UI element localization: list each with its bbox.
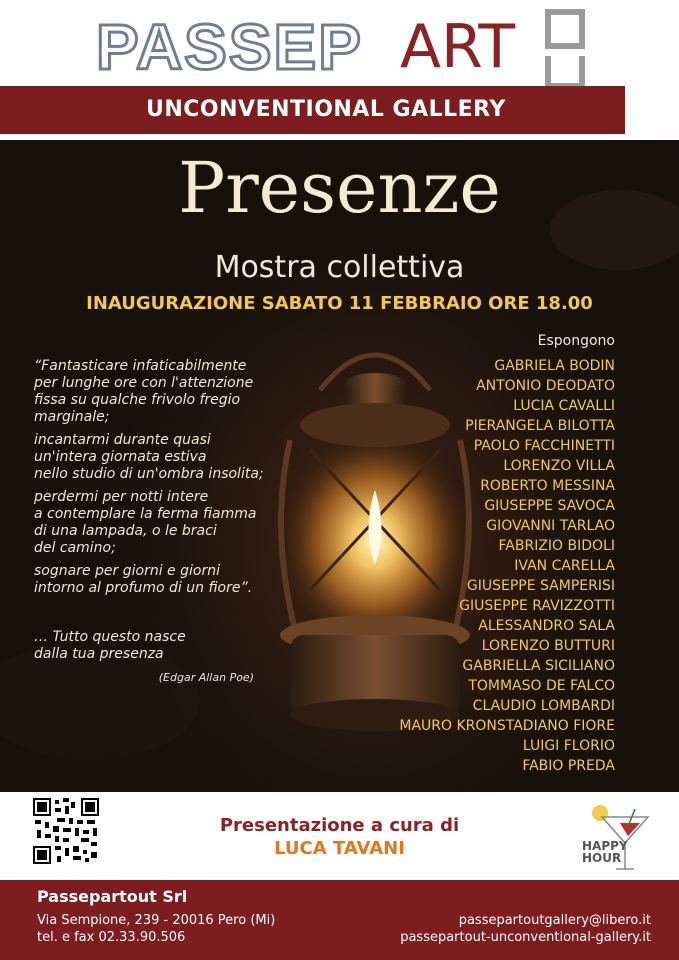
artist-name: GIUSEPPE SAVOCA: [484, 498, 615, 514]
phone-line: tel. e fax 02.33.90.506: [37, 930, 186, 945]
artist-name: LORENZO BUTTURI: [481, 638, 615, 654]
address-line: Via Sempione, 239 - 20016 Pero (Mi): [37, 913, 276, 928]
artist-name: FABIO PREDA: [522, 758, 615, 774]
quote-author: (Edgar Allan Poe): [158, 671, 254, 684]
poe-quote: [34, 358, 274, 692]
artists-list: [399, 333, 615, 776]
artist-name: LORENZO VILLA: [503, 458, 615, 474]
happy-hour-label: [582, 840, 628, 864]
artist-name: GIUSEPPE RAVIZZOTTI: [459, 598, 615, 614]
presentation-label: Presentazione a cura di: [219, 815, 460, 836]
artist-name: ALESSANDRO SALA: [478, 618, 615, 634]
artist-name: FABRIZIO BIDOLI: [498, 538, 615, 554]
presenter-name: LUCA TAVANI: [274, 838, 405, 859]
artist-name: GIUSEPPE SAMPERISI: [466, 578, 615, 594]
artist-name: IVAN CARELLA: [514, 558, 615, 574]
artist-name: LUCIA CAVALLI: [513, 398, 615, 414]
artist-name: MAURO KRONSTADIANO FIORE: [399, 718, 615, 734]
artist-name: ROBERTO MESSINA: [480, 478, 615, 494]
quote-ending: … Tutto questo nasce dalla tua presenza: [34, 629, 186, 662]
logo-art: ART: [400, 12, 516, 82]
quote-paragraph: incantarmi durante quasi un'intera giornata estiva nello studio di un'ombra insolita;: [34, 432, 264, 482]
happy-hour-line1: HAPPY: [582, 839, 628, 853]
artists-label: Espongono: [537, 333, 615, 349]
event-subtitle: Mostra collettiva: [214, 250, 465, 285]
email-link[interactable]: passepartoutgallery@libero.it: [458, 913, 651, 928]
contacts: [400, 912, 651, 946]
artist-name: GABRIELLA SICILIANO: [462, 658, 615, 674]
artist-name: TOMMASO DE FALCO: [468, 678, 615, 694]
quote-paragraph: sognare per giorni e giorni intorno al profumo di un fiore”.: [34, 563, 253, 596]
artist-name: ANTONIO DEODATO: [476, 378, 615, 394]
artist-name: GABRIELA BODIN: [494, 358, 615, 374]
artist-name: PAOLO FACCHINETTI: [473, 438, 615, 454]
artist-name: LUIGI FLORIO: [522, 738, 615, 754]
website-link[interactable]: passepartout-unconventional-gallery.it: [400, 930, 651, 945]
quote-paragraph: “Fantasticare infaticabilmente per lunghe ore con l'attenzione fissa su qualche frivolo fregio marginale;: [34, 358, 254, 425]
inauguration-date: INAUGURAZIONE SABATO 11 FEBBRAIO ORE 18.00: [86, 293, 593, 314]
artist-name: PIERANGELA BILOTTA: [465, 418, 615, 434]
gallery-banner-text: UNCONVENTIONAL GALLERY: [146, 97, 506, 122]
quote-paragraph: perdermi per notti intere a contemplare la ferma fiamma di una lampada, o le braci del camino;: [34, 489, 257, 556]
happy-hour-line2: HOUR: [582, 851, 622, 865]
company-address: [37, 912, 275, 946]
event-title: Presenze: [178, 147, 501, 229]
logo-passep: PASSEP: [96, 11, 363, 83]
logo-out-text: OUT: [542, 8, 545, 9]
artist-name: GIOVANNI TARLAO: [486, 518, 615, 534]
artist-name: CLAUDIO LOMBARDI: [472, 698, 615, 714]
company-name: Passepartout Srl: [37, 887, 188, 906]
